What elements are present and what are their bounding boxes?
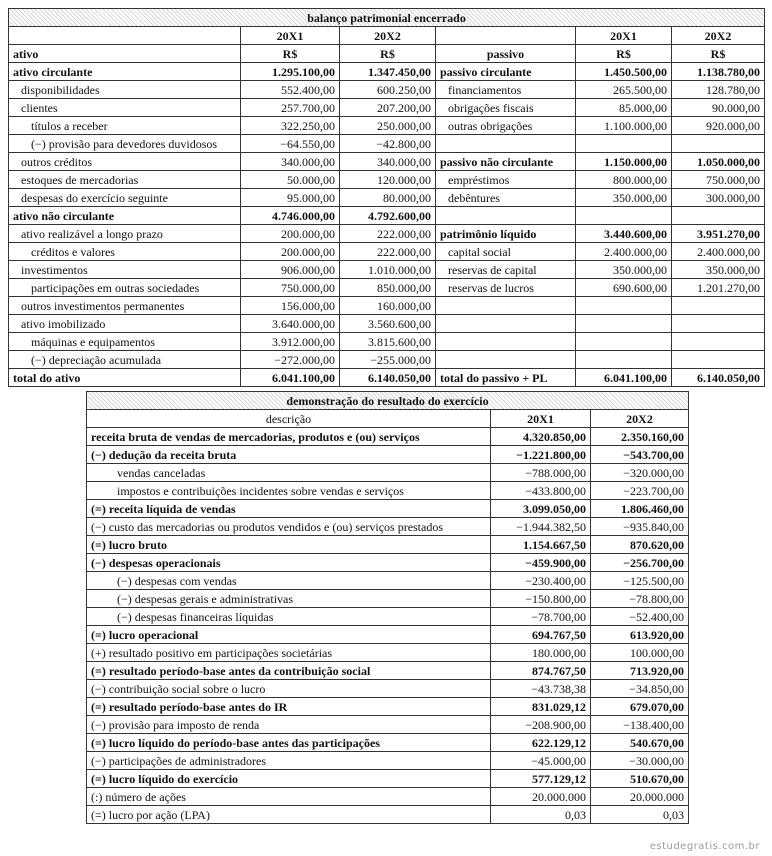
- income-statement-label: (=) lucro por ação (LPA): [87, 806, 491, 824]
- balance-sheet-row: [9, 81, 765, 99]
- ativo-label: total do ativo: [9, 369, 241, 387]
- ativo-value-20x1: 552.400,00: [241, 81, 340, 99]
- balance-sheet-row: [9, 63, 765, 81]
- income-statement-value-20x1: −1.944.382,50: [491, 518, 591, 536]
- income-statement-value-20x1: −78.700,00: [491, 608, 591, 626]
- income-statement-value-20x2: 870.620,00: [591, 536, 689, 554]
- balance-sheet-row: [9, 315, 765, 333]
- dre-year-1: 20X1: [491, 410, 591, 428]
- passivo-label: total do passivo + PL: [436, 369, 576, 387]
- passivo-value-20x1: 2.400.000,00: [576, 243, 672, 261]
- income-statement-label: (:) número de ações: [87, 788, 491, 806]
- income-statement-value-20x2: 510.670,00: [591, 770, 689, 788]
- income-statement-value-20x2: 1.806.460,00: [591, 500, 689, 518]
- income-statement-row: [87, 572, 689, 590]
- passivo-value-20x1: [576, 207, 672, 225]
- income-statement-row: [87, 446, 689, 464]
- passivo-label: obrigações fiscais: [436, 99, 576, 117]
- ativo-value-20x1: 200.000,00: [241, 243, 340, 261]
- ativo-label: (−) depreciação acumulada: [9, 351, 241, 369]
- watermark: estudegratis.com.br: [649, 841, 760, 852]
- passivo-value-20x1: 6.041.100,00: [576, 369, 672, 387]
- balance-sheet-row: [9, 279, 765, 297]
- dre-year-2: 20X2: [591, 410, 689, 428]
- passivo-year-2: 20X2: [672, 27, 765, 45]
- ativo-value-20x1: 3.912.000,00: [241, 333, 340, 351]
- ativo-header: ativo: [9, 45, 241, 63]
- ativo-value-20x1: 6.041.100,00: [241, 369, 340, 387]
- ativo-value-20x1: 906.000,00: [241, 261, 340, 279]
- income-statement-label: (=) resultado período-base antes do IR: [87, 698, 491, 716]
- ativo-value-20x1: 95.000,00: [241, 189, 340, 207]
- income-statement-label: (−) dedução da receita bruta: [87, 446, 491, 464]
- passivo-label: reservas de capital: [436, 261, 576, 279]
- ativo-label: investimentos: [9, 261, 241, 279]
- ativo-label: estoques de mercadorias: [9, 171, 241, 189]
- passivo-value-20x1: [576, 315, 672, 333]
- ativo-value-20x2: 222.000,00: [340, 225, 436, 243]
- passivo-value-20x2: [672, 207, 765, 225]
- passivo-value-20x2: [672, 135, 765, 153]
- income-statement-value-20x1: 577.129,12: [491, 770, 591, 788]
- passivo-label: reservas de lucros: [436, 279, 576, 297]
- income-statement-title: demonstração do resultado do exercício: [87, 392, 689, 410]
- passivo-value-20x2: [672, 351, 765, 369]
- income-statement-label: (=) lucro líquido do exercício: [87, 770, 491, 788]
- ativo-value-20x1: 3.640.000,00: [241, 315, 340, 333]
- ativo-label: disponibilidades: [9, 81, 241, 99]
- ativo-value-20x1: 200.000,00: [241, 225, 340, 243]
- passivo-value-20x2: 1.138.780,00: [672, 63, 765, 81]
- balance-sheet-row: [9, 333, 765, 351]
- income-statement-row: [87, 428, 689, 446]
- income-statement-row: [87, 644, 689, 662]
- ativo-label: ativo realizável a longo prazo: [9, 225, 241, 243]
- income-statement-label: impostos e contribuições incidentes sobre vendas e serviços: [87, 482, 491, 500]
- passivo-value-20x2: [672, 297, 765, 315]
- ativo-value-20x1: 340.000,00: [241, 153, 340, 171]
- ativo-value-20x2: 250.000,00: [340, 117, 436, 135]
- ativo-value-20x2: −42.800,00: [340, 135, 436, 153]
- passivo-value-20x1: 690.600,00: [576, 279, 672, 297]
- income-statement-row: [87, 734, 689, 752]
- balance-sheet-row: [9, 351, 765, 369]
- passivo-value-20x2: 350.000,00: [672, 261, 765, 279]
- ativo-label: ativo não circulante: [9, 207, 241, 225]
- income-statement-value-20x2: 100.000,00: [591, 644, 689, 662]
- income-statement-value-20x2: −256.700,00: [591, 554, 689, 572]
- passivo-value-20x1: 1.100.000,00: [576, 117, 672, 135]
- income-statement-value-20x1: −459.900,00: [491, 554, 591, 572]
- passivo-label: [436, 315, 576, 333]
- income-statement-value-20x1: −1.221.800,00: [491, 446, 591, 464]
- income-statement-value-20x1: 694.767,50: [491, 626, 591, 644]
- passivo-value-20x2: 920.000,00: [672, 117, 765, 135]
- income-statement-row: [87, 662, 689, 680]
- ativo-value-20x2: 340.000,00: [340, 153, 436, 171]
- ativo-value-20x1: 750.000,00: [241, 279, 340, 297]
- ativo-value-20x1: 50.000,00: [241, 171, 340, 189]
- balance-sheet-row: [9, 243, 765, 261]
- ativo-value-20x2: 850.000,00: [340, 279, 436, 297]
- passivo-value-20x2: 3.951.270,00: [672, 225, 765, 243]
- ativo-label: ativo circulante: [9, 63, 241, 81]
- income-statement-row: [87, 500, 689, 518]
- ativo-value-20x1: 156.000,00: [241, 297, 340, 315]
- income-statement-row: [87, 680, 689, 698]
- income-statement-value-20x2: 679.070,00: [591, 698, 689, 716]
- ativo-label: (−) provisão para devedores duvidosos: [9, 135, 241, 153]
- income-statement-row: [87, 716, 689, 734]
- passivo-year-1: 20X1: [576, 27, 672, 45]
- income-statement-label: vendas canceladas: [87, 464, 491, 482]
- passivo-currency-2: R$: [672, 45, 765, 63]
- balance-sheet-row: [9, 297, 765, 315]
- ativo-label: outros investimentos permanentes: [9, 297, 241, 315]
- income-statement-value-20x1: 3.099.050,00: [491, 500, 591, 518]
- ativo-value-20x1: 4.746.000,00: [241, 207, 340, 225]
- ativo-label: despesas do exercício seguinte: [9, 189, 241, 207]
- passivo-value-20x2: [672, 315, 765, 333]
- income-statement-label: (−) custo das mercadorias ou produtos vendidos e (ou) serviços prestados: [87, 518, 491, 536]
- ativo-value-20x2: 6.140.050,00: [340, 369, 436, 387]
- ativo-label: clientes: [9, 99, 241, 117]
- income-statement-row: [87, 698, 689, 716]
- income-statement-label: (=) lucro operacional: [87, 626, 491, 644]
- income-statement-label: (=) resultado período-base antes da contribuição social: [87, 662, 491, 680]
- income-statement-value-20x1: −43.738,38: [491, 680, 591, 698]
- income-statement-header-row: [87, 410, 689, 428]
- income-statement-label: (=) lucro bruto: [87, 536, 491, 554]
- passivo-value-20x2: [672, 333, 765, 351]
- balance-sheet-row: [9, 171, 765, 189]
- passivo-value-20x1: 350.000,00: [576, 261, 672, 279]
- income-statement-row: [87, 608, 689, 626]
- income-statement-row: [87, 770, 689, 788]
- income-statement-row: [87, 752, 689, 770]
- passivo-label: [436, 207, 576, 225]
- income-statement-value-20x1: 831.029,12: [491, 698, 591, 716]
- income-statement-row: [87, 626, 689, 644]
- passivo-label: passivo circulante: [436, 63, 576, 81]
- balance-sheet-row: [9, 189, 765, 207]
- income-statement-value-20x2: −543.700,00: [591, 446, 689, 464]
- balance-sheet-table: [8, 8, 765, 387]
- income-statement-body: [87, 392, 689, 824]
- income-statement-label: (−) despesas financeiras líquidas: [87, 608, 491, 626]
- income-statement-row: [87, 806, 689, 824]
- passivo-value-20x1: 265.500,00: [576, 81, 672, 99]
- passivo-value-20x1: 800.000,00: [576, 171, 672, 189]
- balance-sheet-row: [9, 369, 765, 387]
- balance-sheet-row: [9, 99, 765, 117]
- ativo-value-20x2: 1.010.000,00: [340, 261, 436, 279]
- income-statement-value-20x2: −138.400,00: [591, 716, 689, 734]
- income-statement-label: (+) resultado positivo em participações societárias: [87, 644, 491, 662]
- ativo-value-20x2: 120.000,00: [340, 171, 436, 189]
- income-statement-label: (−) participações de administradores: [87, 752, 491, 770]
- income-statement-table: [86, 391, 689, 824]
- ativo-value-20x1: 1.295.100,00: [241, 63, 340, 81]
- income-statement-label: (−) despesas com vendas: [87, 572, 491, 590]
- balance-sheet-row: [9, 135, 765, 153]
- ativo-label: outros créditos: [9, 153, 241, 171]
- balance-sheet-row: [9, 225, 765, 243]
- balance-sheet-row: [9, 117, 765, 135]
- income-statement-value-20x1: 4.320.850,00: [491, 428, 591, 446]
- ativo-value-20x2: 222.000,00: [340, 243, 436, 261]
- income-statement-value-20x2: −320.000,00: [591, 464, 689, 482]
- ativo-label: títulos a receber: [9, 117, 241, 135]
- balance-sheet-body: [9, 9, 765, 387]
- income-statement-value-20x1: 622.129,12: [491, 734, 591, 752]
- income-statement-label: (=) lucro líquido do período-base antes das participações: [87, 734, 491, 752]
- income-statement-value-20x1: 20.000.000: [491, 788, 591, 806]
- passivo-value-20x2: 300.000,00: [672, 189, 765, 207]
- balance-sheet-row: [9, 153, 765, 171]
- income-statement-value-20x2: 613.920,00: [591, 626, 689, 644]
- ativo-value-20x2: 80.000,00: [340, 189, 436, 207]
- ativo-value-20x1: 257.700,00: [241, 99, 340, 117]
- passivo-label: passivo não circulante: [436, 153, 576, 171]
- income-statement-value-20x1: 0,03: [491, 806, 591, 824]
- passivo-label: [436, 135, 576, 153]
- income-statement-value-20x2: −52.400,00: [591, 608, 689, 626]
- passivo-value-20x1: [576, 351, 672, 369]
- ativo-value-20x2: −255.000,00: [340, 351, 436, 369]
- ativo-value-20x2: 160.000,00: [340, 297, 436, 315]
- income-statement-value-20x2: 0,03: [591, 806, 689, 824]
- passivo-value-20x2: 750.000,00: [672, 171, 765, 189]
- income-statement-label: (−) despesas gerais e administrativas: [87, 590, 491, 608]
- passivo-value-20x1: 1.450.500,00: [576, 63, 672, 81]
- passivo-label: [436, 297, 576, 315]
- balance-sheet-header-row: [9, 45, 765, 63]
- income-statement-row: [87, 518, 689, 536]
- income-statement-value-20x1: −230.400,00: [491, 572, 591, 590]
- income-statement-row: [87, 788, 689, 806]
- income-statement-value-20x2: 2.350.160,00: [591, 428, 689, 446]
- balance-sheet-year-row: [9, 27, 765, 45]
- passivo-label: [436, 351, 576, 369]
- ativo-value-20x1: −64.550,00: [241, 135, 340, 153]
- ativo-value-20x2: 1.347.450,00: [340, 63, 436, 81]
- ativo-value-20x1: −272.000,00: [241, 351, 340, 369]
- income-statement-value-20x2: 20.000.000: [591, 788, 689, 806]
- balance-sheet-row: [9, 261, 765, 279]
- passivo-label: outras obrigações: [436, 117, 576, 135]
- income-statement-value-20x1: −45.000,00: [491, 752, 591, 770]
- balance-sheet-title: balanço patrimonial encerrado: [9, 9, 765, 27]
- income-statement-value-20x2: −34.850,00: [591, 680, 689, 698]
- income-statement-row: [87, 536, 689, 554]
- income-statement-value-20x2: −935.840,00: [591, 518, 689, 536]
- passivo-value-20x1: [576, 297, 672, 315]
- income-statement-value-20x1: −788.000,00: [491, 464, 591, 482]
- passivo-value-20x1: [576, 333, 672, 351]
- description-header: descrição: [87, 410, 491, 428]
- passivo-label: financiamentos: [436, 81, 576, 99]
- passivo-label: [436, 333, 576, 351]
- passivo-value-20x1: 85.000,00: [576, 99, 672, 117]
- income-statement-value-20x1: −208.900,00: [491, 716, 591, 734]
- ativo-label: participações em outras sociedades: [9, 279, 241, 297]
- balance-sheet-row: [9, 207, 765, 225]
- income-statement-row: [87, 464, 689, 482]
- ativo-value-20x1: 322.250,00: [241, 117, 340, 135]
- income-statement-value-20x1: 180.000,00: [491, 644, 591, 662]
- ativo-value-20x2: 207.200,00: [340, 99, 436, 117]
- income-statement-value-20x1: 874.767,50: [491, 662, 591, 680]
- passivo-value-20x2: 90.000,00: [672, 99, 765, 117]
- income-statement-value-20x2: −223.700,00: [591, 482, 689, 500]
- passivo-value-20x2: 1.050.000,00: [672, 153, 765, 171]
- passivo-value-20x2: 1.201.270,00: [672, 279, 765, 297]
- passivo-label: capital social: [436, 243, 576, 261]
- passivo-currency-1: R$: [576, 45, 672, 63]
- income-statement-value-20x1: −433.800,00: [491, 482, 591, 500]
- ativo-value-20x2: 3.560.600,00: [340, 315, 436, 333]
- income-statement-value-20x2: −125.500,00: [591, 572, 689, 590]
- income-statement-label: receita bruta de vendas de mercadorias, produtos e (ou) serviços: [87, 428, 491, 446]
- ativo-label: créditos e valores: [9, 243, 241, 261]
- ativo-year-2: 20X2: [340, 27, 436, 45]
- income-statement-value-20x1: 1.154.667,50: [491, 536, 591, 554]
- income-statement-row: [87, 590, 689, 608]
- passivo-label: patrimônio líquido: [436, 225, 576, 243]
- income-statement-value-20x2: 713.920,00: [591, 662, 689, 680]
- ativo-label: ativo imobilizado: [9, 315, 241, 333]
- passivo-value-20x1: [576, 135, 672, 153]
- passivo-label: debêntures: [436, 189, 576, 207]
- income-statement-label: (=) receita líquida de vendas: [87, 500, 491, 518]
- passivo-value-20x1: 350.000,00: [576, 189, 672, 207]
- income-statement-value-20x2: 540.670,00: [591, 734, 689, 752]
- income-statement-row: [87, 482, 689, 500]
- income-statement-title-row: [87, 392, 689, 410]
- income-statement-label: (−) despesas operacionais: [87, 554, 491, 572]
- ativo-value-20x2: 4.792.600,00: [340, 207, 436, 225]
- passivo-header: passivo: [436, 45, 576, 63]
- income-statement-label: (−) provisão para imposto de renda: [87, 716, 491, 734]
- income-statement-value-20x2: −78.800,00: [591, 590, 689, 608]
- passivo-value-20x2: 6.140.050,00: [672, 369, 765, 387]
- passivo-value-20x1: 3.440.600,00: [576, 225, 672, 243]
- ativo-year-1: 20X1: [241, 27, 340, 45]
- empty-cell: [9, 27, 241, 45]
- ativo-value-20x2: 3.815.600,00: [340, 333, 436, 351]
- income-statement-row: [87, 554, 689, 572]
- passivo-label: empréstimos: [436, 171, 576, 189]
- ativo-currency-2: R$: [340, 45, 436, 63]
- income-statement-value-20x1: −150.800,00: [491, 590, 591, 608]
- ativo-value-20x2: 600.250,00: [340, 81, 436, 99]
- ativo-label: máquinas e equipamentos: [9, 333, 241, 351]
- empty-cell: [436, 27, 576, 45]
- passivo-value-20x2: 2.400.000,00: [672, 243, 765, 261]
- ativo-currency-1: R$: [241, 45, 340, 63]
- income-statement-label: (−) contribuição social sobre o lucro: [87, 680, 491, 698]
- balance-sheet-title-row: [9, 9, 765, 27]
- passivo-value-20x1: 1.150.000,00: [576, 153, 672, 171]
- income-statement-value-20x2: −30.000,00: [591, 752, 689, 770]
- passivo-value-20x2: 128.780,00: [672, 81, 765, 99]
